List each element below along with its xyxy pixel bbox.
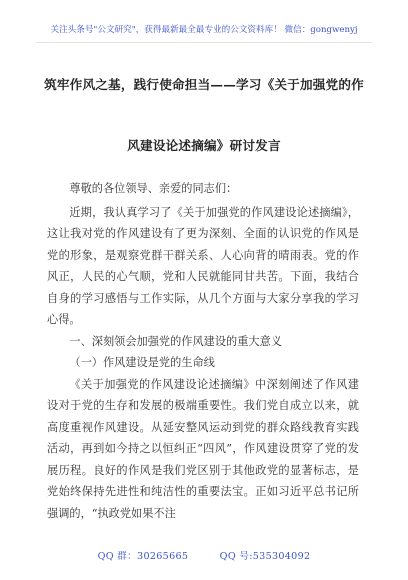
document-body: [47, 178, 359, 524]
footer-qq-number: QQ 号:535304092: [219, 551, 311, 562]
salutation: 尊敬的各位领导、亲爱的同志们：: [69, 182, 238, 195]
paragraph-intro: 近期，我认真学习了《关于加强党的作风建设论述摘编》，这让我对党的作风建设有了更为深刻、全面的认识党的作风是党的形象，是观察党群干群关系、人心向背的晴雨表。党的作风正，人民的心气顺，党和人民就能同甘共苦。下面，我结合自身的学习感悟与工作实际，从几个方面与大家分享我的学习心得。: [47, 205, 359, 326]
footer-qq-group: QQ 群：30265665: [97, 551, 189, 562]
document-title-line-1: 筑牢作风之基，践行使命担当——学习《关于加强党的作: [44, 77, 364, 92]
section-heading-1: 一、深刻领会加强党的作风建设的重大意义: [69, 334, 282, 348]
footer-contact: [0, 548, 408, 562]
paragraph-body: 《关于加强党的作风建设论述摘编》中深刻阐述了作风建设对于党的生存和发展的极端重要性。我们党自成立以来，就高度重视作风建设。从延安整风运动到党的群众路线教育实践活动，再到如今持之以恒纠正“四风”，作风建设贯穿了党的发展历程。良好的作风是我们党区别于其他政党的显著标志，是党始终保持先进性和纯洁性的重要法宝。正如习近平总书记所强调的，“执政党如果不注: [47, 377, 359, 520]
document-title-line-2: 风建设论述摘编》研讨发言: [127, 138, 281, 153]
subsection-heading-1: （一）作风建设是党的生命线: [69, 356, 215, 369]
banner-text: 关注头条号"公文研究"，获得最新最全最专业的公文资料库！ 微信：gongwenyj: [50, 25, 358, 35]
